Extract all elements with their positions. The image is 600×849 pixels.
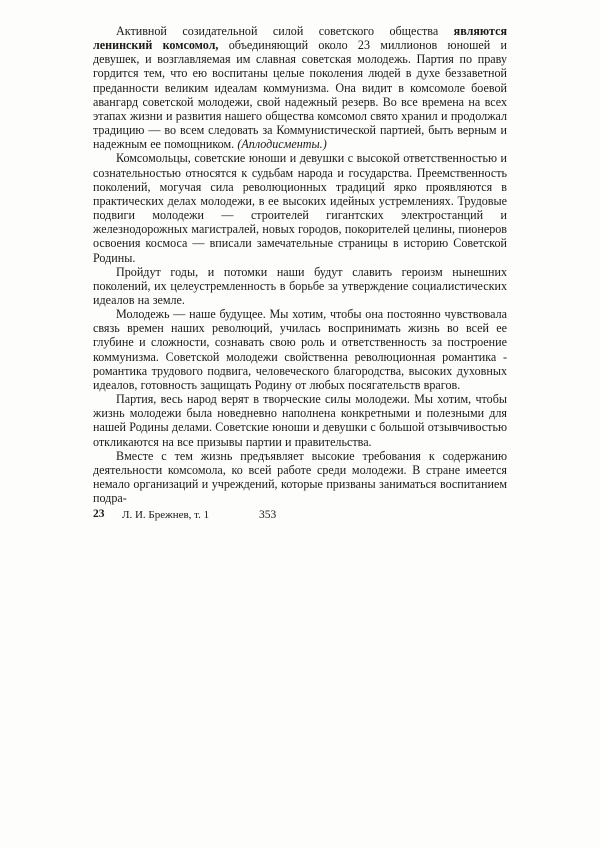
text-run: являются ленинский комсомол,	[93, 24, 507, 53]
paragraph	[93, 265, 507, 307]
text-run: Пройдут годы, и потомки наши будут славить героизм нынешних поколений, их целеустремленность в борьбе за утверждение социалистических идеалов на земле.	[93, 264, 507, 307]
text-run: Партия, весь народ верят в творческие силы молодежи. Мы хотим, чтобы жизнь молодежи была новедневно наполнена конкретными и полезными для нашей Родины делами. Советские юноши и девушки с большой отзывчивостью откликаются на все призывы партии и правительства.	[93, 392, 507, 449]
paragraph	[93, 392, 507, 449]
text-run: Активной созидательной силой советского общества	[116, 24, 454, 38]
paragraph	[93, 449, 507, 506]
paragraph	[93, 307, 507, 392]
blank-lower-area	[0, 540, 600, 849]
text-run: (Аплодисменты.)	[237, 137, 327, 152]
page-footer	[93, 508, 507, 524]
page-number: 353	[259, 509, 277, 521]
paragraph	[93, 24, 507, 151]
text-run: объединяющий около 23 миллионов юношей и девушек, и возглавляемая им славная советская молодежь. Партия по праву гордится тем, что ею воспитаны целые поколения людей в духе беззаветной преданности великим идеалам коммунизма. Она видит в комсомоле боевой авангард советской молодежи, свой надежный резерв. Во все времена на всех этапах жизни и развития нашего общества комсомол свято хранил и продолжал традицию — во всем следовать за Коммунистической партией, быть верным и надежным ее помощником.	[93, 38, 507, 152]
footer-signature-number: 23	[93, 508, 105, 520]
text-run: Комсомольцы, советские юноши и девушки с высокой ответственностью и сознательностью относятся к судьбам народа и государства. Преемственность поколений, могучая сила революционных традиций ярко проявляются в практических делах молодежи, в ее высоких идейных устремлениях. Трудовые подвиги молодежи — строителей гигантских электростанций и железнодорожных магистралей, новых городов, покорителей целины, пионеров освоения космоса — вписали замечательные страницы в историю Советской Родины.	[93, 151, 507, 265]
text-run: Молодежь — наше будущее. Мы хотим, чтобы она постоянно чувствовала связь времен наших революций, училась воспринимать жизнь во всей ее глубине и сложности, сознавать свою роль и ответственность за построение коммунизма. Советской молодежи свойственна революционная романтика - романтика трудового подвига, человеческого благородства, высоких духовных идеалов, готовность защищать Родину от любых посягательств врагов.	[93, 307, 507, 392]
footer-book-title: Л. И. Брежнев, т. 1	[122, 509, 210, 521]
paragraph	[93, 151, 507, 264]
body-text-column	[93, 24, 507, 505]
text-run: Вместе с тем жизнь предъявляет высокие требования к содержанию деятельности комсомола, ко всей работе среди молодежи. В стране имеется немало организаций и учреждений, которые призваны заниматься воспитанием подра-	[93, 448, 507, 506]
